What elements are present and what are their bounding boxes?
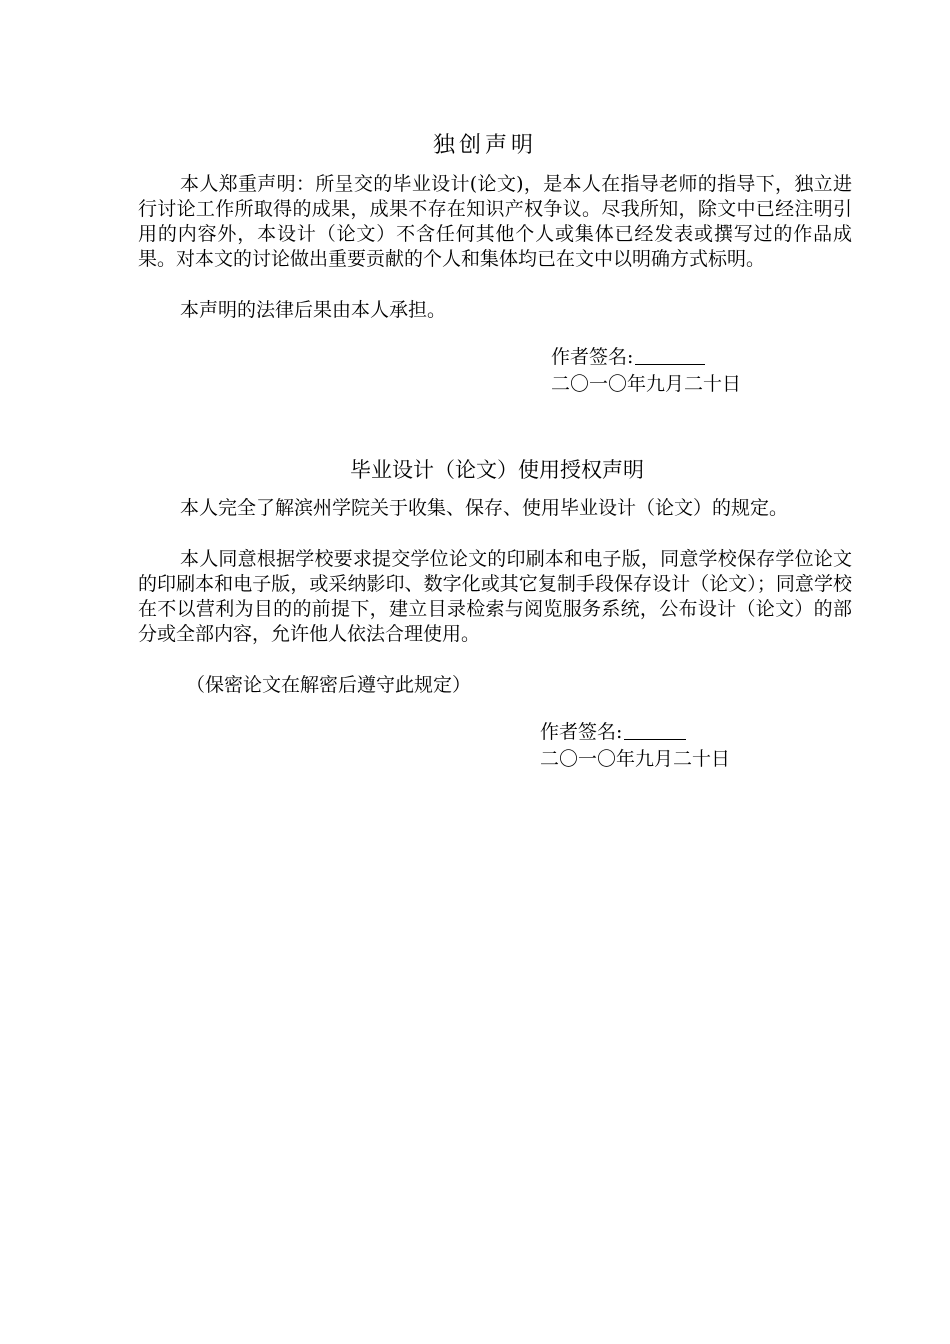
declaration-signature-block	[551, 344, 741, 398]
originality-declaration-title: 独创声明	[432, 133, 537, 158]
signature-row	[540, 719, 730, 746]
authorization-paragraph-2: 本人同意根据学校要求提交学位论文的印刷本和电子版，同意学校保存学位论文的印刷本和电子版，或采纳影印、数字化或其它复制手段保存设计（论文）；同意学校在不以营利为目的的前提下，建立目录检索与阅览服务系统，公布设计（论文）的部分或全部内容，允许他人依法合理使用。	[138, 548, 852, 645]
signature-label: 作者签名:	[540, 721, 623, 743]
signature-date: 二〇一〇年九月二十日	[540, 748, 731, 770]
originality-declaration-paragraph: 本人郑重声明：所呈交的毕业设计(论文)，是本人在指导老师的指导下，独立进行讨论工作所取得的成果，成果不存在知识产权争议。尽我所知，除文中已经注明引用的内容外，本设计（论文）不含任何其他个人或集体已经发表或撰写过的作品成果。对本文的讨论做出重要贡献的个人和集体均已在文中以明确方式标明。	[138, 173, 852, 270]
signature-date: 二〇一〇年九月二十日	[551, 373, 742, 395]
signature-label: 作者签名:	[551, 346, 634, 368]
legal-consequence-paragraph: 本声明的法律后果由本人承担。	[180, 299, 447, 321]
signature-line	[624, 720, 686, 740]
authorization-paragraph-1: 本人完全了解滨州学院关于收集、保存、使用毕业设计（论文）的规定。	[180, 497, 789, 519]
authorization-signature-block	[540, 719, 730, 773]
authorization-declaration-title: 毕业设计（论文）使用授权声明	[350, 458, 644, 482]
confidentiality-note: （保密论文在解密后遵守此规定）	[186, 674, 472, 696]
signature-line	[635, 345, 705, 365]
signature-row	[551, 344, 741, 371]
